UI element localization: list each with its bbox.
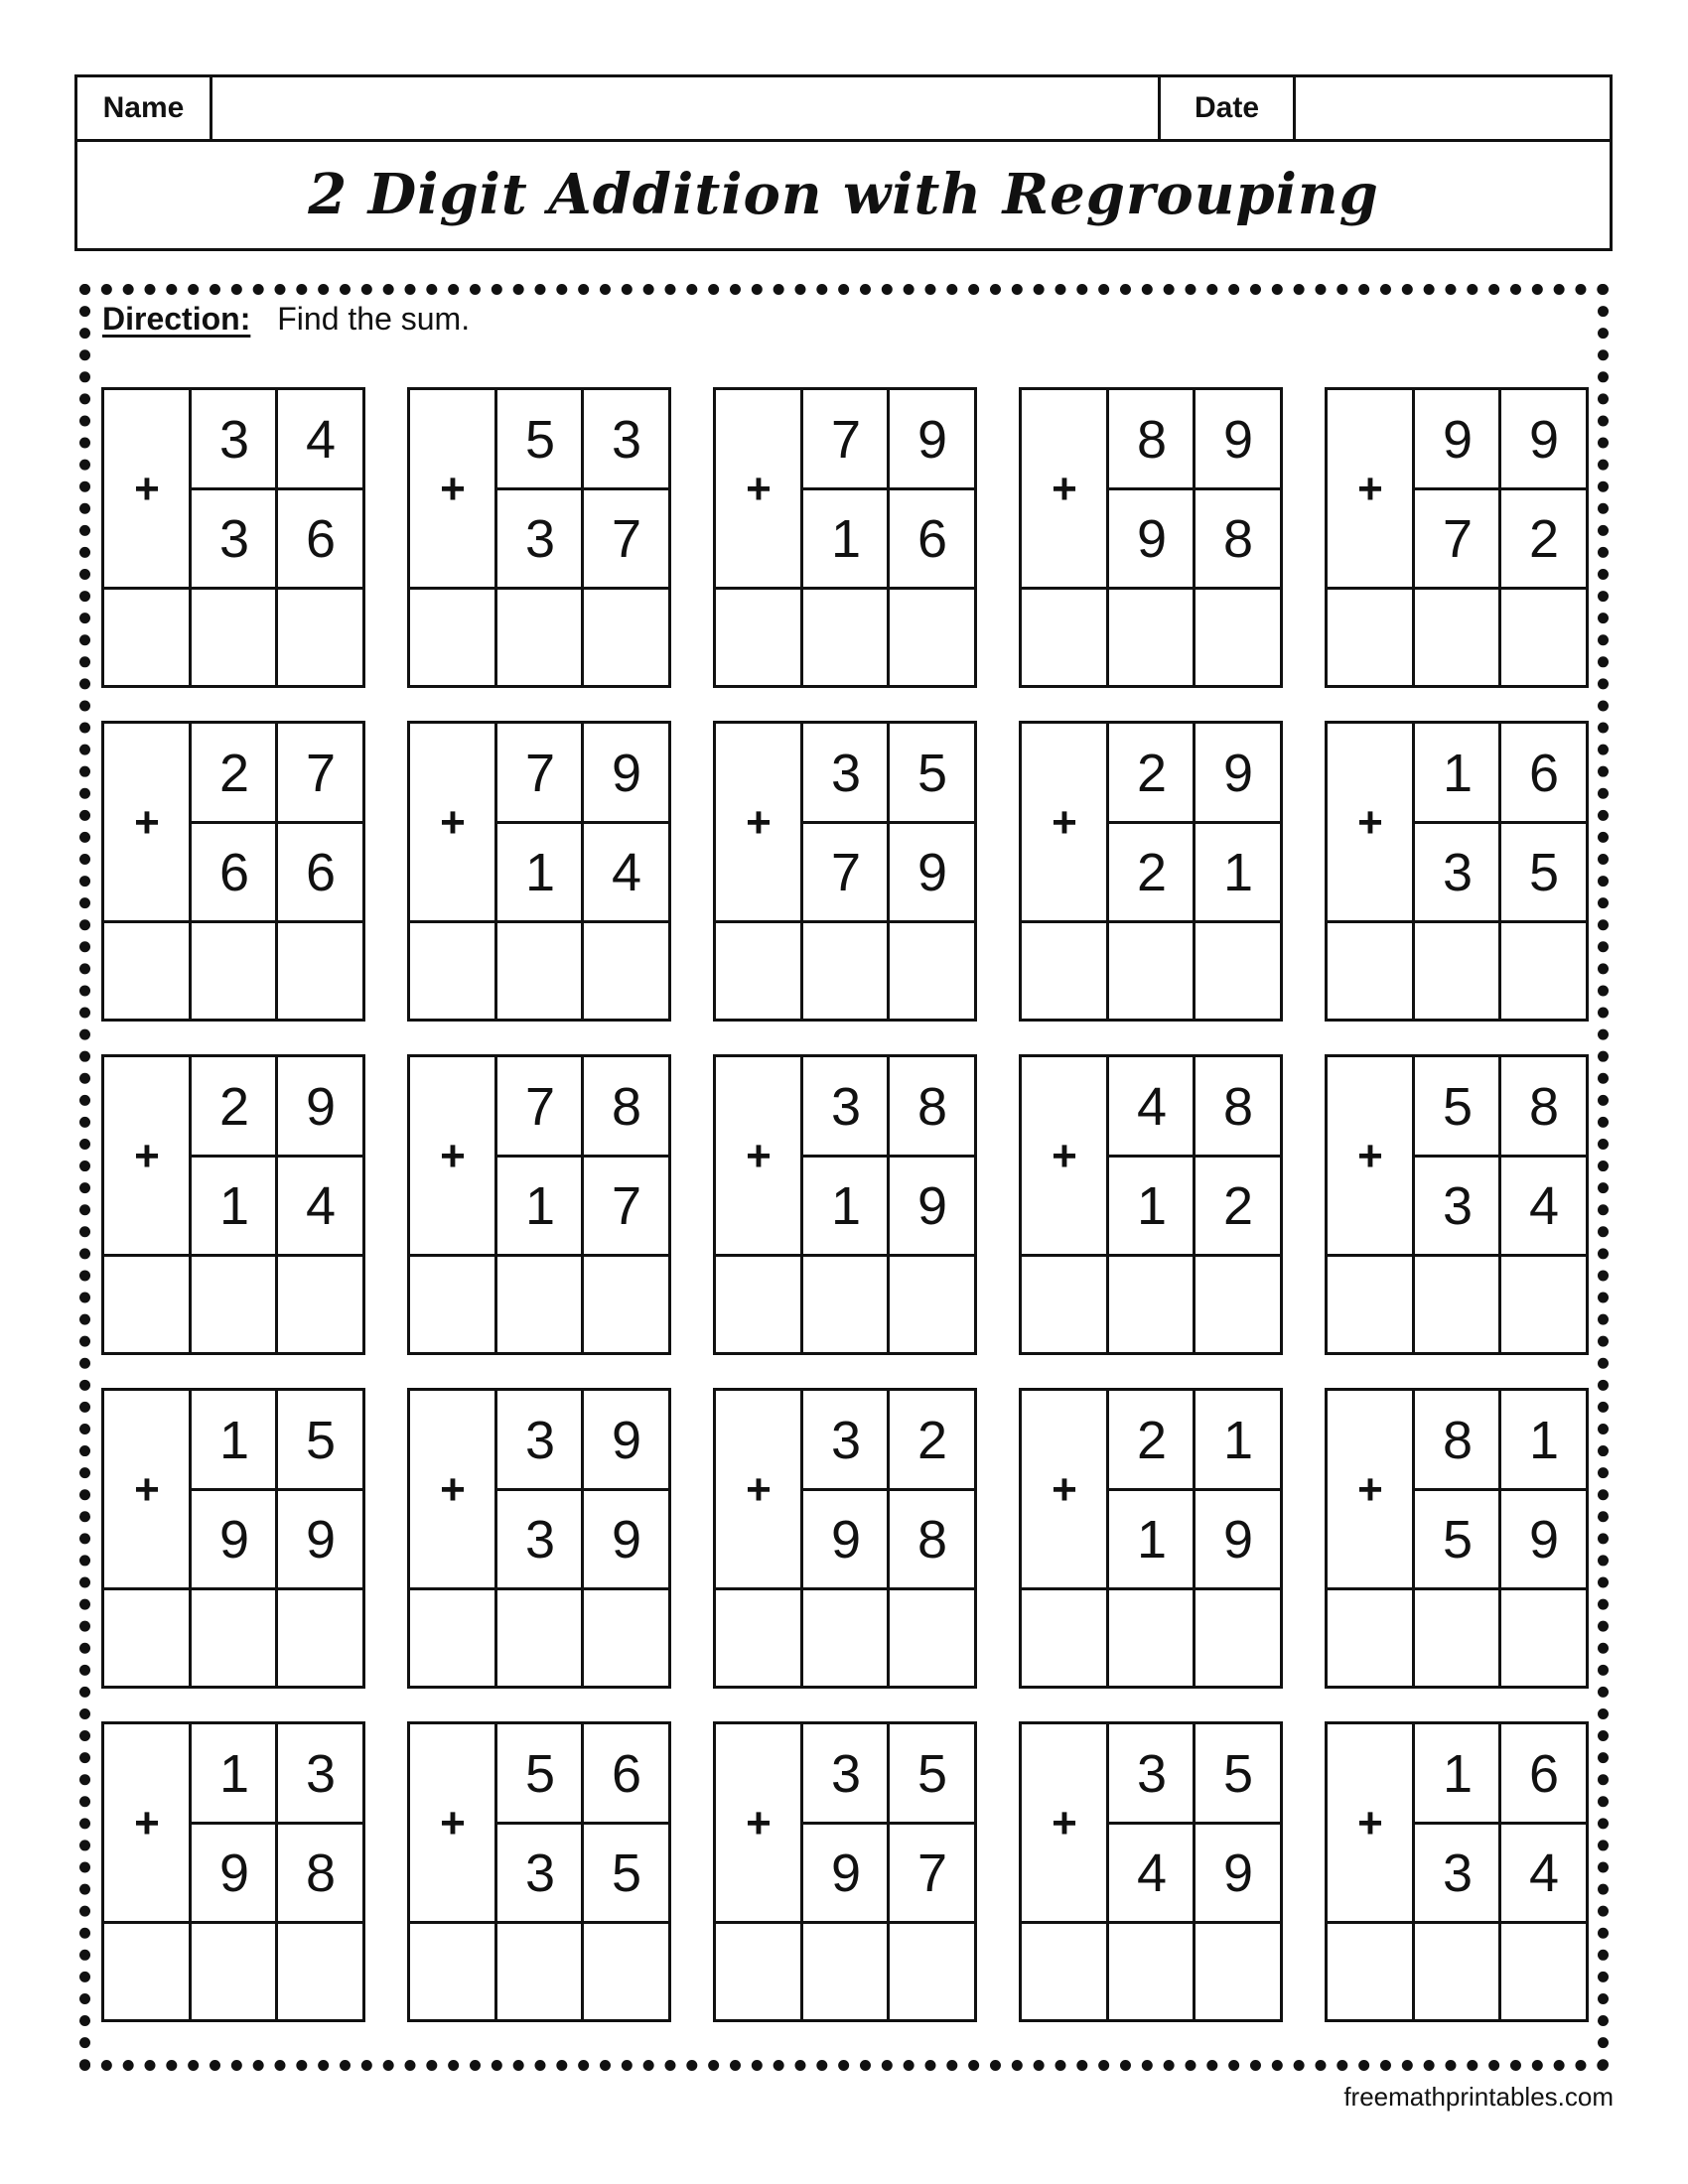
answer-cell[interactable] (410, 1257, 494, 1352)
top-addend-digit: 3 (830, 1077, 862, 1137)
top-addend-digit: 2 (218, 744, 250, 803)
addition-problem (1019, 721, 1283, 1022)
answer-cell[interactable] (1328, 1924, 1412, 2019)
addition-problem (1325, 1388, 1589, 1689)
top-addend-digit: 5 (1442, 1077, 1474, 1137)
addition-problem (713, 1721, 977, 2022)
bottom-addend-digit: 9 (830, 1843, 862, 1903)
answer-cell[interactable] (1196, 590, 1280, 685)
answer-cell[interactable] (410, 923, 494, 1019)
bottom-addend-digit: 5 (611, 1843, 642, 1903)
top-addend-digit: 3 (830, 744, 862, 803)
top-addend-digit: 6 (1528, 744, 1560, 803)
addition-problem (713, 1388, 977, 1689)
top-addend-digit: 9 (1528, 410, 1560, 470)
top-addend-digit: 2 (916, 1411, 948, 1470)
answer-cell[interactable] (192, 1924, 275, 2019)
answer-cell[interactable] (410, 1590, 494, 1686)
bottom-addend-digit: 6 (305, 509, 337, 569)
top-addend-digit: 1 (1442, 744, 1474, 803)
date-field[interactable] (1296, 77, 1610, 139)
bottom-addend-digit: 9 (830, 1510, 862, 1570)
bottom-addend-digit: 7 (916, 1843, 948, 1903)
bottom-addend-digit: 4 (305, 1176, 337, 1236)
plus-sign: + (1052, 798, 1077, 847)
top-addend-digit: 7 (524, 744, 556, 803)
top-addend-digit: 2 (1136, 1411, 1168, 1470)
top-addend-digit: 6 (1528, 1744, 1560, 1804)
addition-problem (1325, 1721, 1589, 2022)
bottom-addend-digit: 4 (611, 843, 642, 902)
bottom-addend-digit: 4 (1528, 1843, 1560, 1903)
answer-cell[interactable] (410, 1924, 494, 2019)
answer-cell[interactable] (1109, 1924, 1193, 2019)
plus-sign: + (440, 1132, 466, 1180)
plus-sign: + (134, 1132, 160, 1180)
top-addend-digit: 1 (1442, 1744, 1474, 1804)
answer-cell[interactable] (1415, 923, 1498, 1019)
plus-sign: + (746, 1465, 772, 1514)
bottom-addend-digit: 6 (218, 843, 250, 902)
answer-cell[interactable] (716, 923, 800, 1019)
top-addend-digit: 5 (1222, 1744, 1254, 1804)
top-addend-digit: 1 (1528, 1411, 1560, 1470)
answer-cell[interactable] (497, 1590, 581, 1686)
answer-cell[interactable] (1022, 923, 1106, 1019)
addition-problem (1019, 1388, 1283, 1689)
top-addend-digit: 3 (218, 410, 250, 470)
plus-sign: + (1357, 798, 1383, 847)
answer-cell[interactable] (890, 923, 974, 1019)
addition-problem (407, 387, 671, 688)
direction-text: Find the sum. (277, 301, 471, 337)
bottom-addend-digit: 4 (1136, 1843, 1168, 1903)
answer-cell[interactable] (1328, 1590, 1412, 1686)
bottom-addend-digit: 8 (1222, 509, 1254, 569)
bottom-addend-digit: 6 (916, 509, 948, 569)
top-addend-digit: 5 (916, 1744, 948, 1804)
top-addend-digit: 2 (218, 1077, 250, 1137)
date-label: Date (1161, 77, 1296, 139)
plus-sign: + (1052, 1465, 1077, 1514)
bottom-addend-digit: 9 (611, 1510, 642, 1570)
answer-cell[interactable] (1415, 1924, 1498, 2019)
answer-cell[interactable] (497, 1257, 581, 1352)
answer-cell[interactable] (803, 590, 887, 685)
answer-cell[interactable] (1328, 590, 1412, 685)
answer-cell[interactable] (1501, 590, 1586, 685)
answer-cell[interactable] (1109, 1257, 1193, 1352)
top-addend-digit: 8 (1222, 1077, 1254, 1137)
addition-problem (407, 1388, 671, 1689)
answer-cell[interactable] (1109, 590, 1193, 685)
plus-sign: + (440, 465, 466, 513)
plus-sign: + (1052, 1132, 1077, 1180)
bottom-addend-digit: 9 (218, 1510, 250, 1570)
bottom-addend-digit: 3 (1442, 1843, 1474, 1903)
answer-cell[interactable] (192, 590, 275, 685)
answer-cell[interactable] (890, 590, 974, 685)
page-title: 2 Digit Addition with Regrouping (308, 162, 1379, 227)
addition-problem (101, 1721, 365, 2022)
bottom-addend-digit: 7 (611, 1176, 642, 1236)
answer-cell[interactable] (716, 590, 800, 685)
bottom-addend-digit: 9 (218, 1843, 250, 1903)
answer-cell[interactable] (584, 923, 668, 1019)
plus-sign: + (1052, 1799, 1077, 1847)
top-addend-digit: 8 (1442, 1411, 1474, 1470)
answer-cell[interactable] (1109, 1590, 1193, 1686)
addition-problem (407, 1054, 671, 1355)
answer-cell[interactable] (1022, 1924, 1106, 2019)
addition-problem (101, 1054, 365, 1355)
top-addend-digit: 6 (611, 1744, 642, 1804)
addition-problem (1325, 721, 1589, 1022)
bottom-addend-digit: 1 (1222, 843, 1254, 902)
answer-cell[interactable] (497, 590, 581, 685)
top-addend-digit: 5 (524, 1744, 556, 1804)
answer-cell[interactable] (1328, 923, 1412, 1019)
addition-problem (713, 387, 977, 688)
bottom-addend-digit: 8 (305, 1843, 337, 1903)
bottom-addend-digit: 7 (1442, 509, 1474, 569)
plus-sign: + (134, 798, 160, 847)
answer-cell[interactable] (584, 1257, 668, 1352)
top-addend-digit: 1 (218, 1411, 250, 1470)
top-addend-digit: 9 (1222, 744, 1254, 803)
answer-cell[interactable] (1501, 1257, 1586, 1352)
plus-sign: + (1357, 1465, 1383, 1514)
answer-cell[interactable] (803, 923, 887, 1019)
addition-problem (407, 1721, 671, 2022)
answer-cell[interactable] (1415, 1590, 1498, 1686)
plus-sign: + (134, 1465, 160, 1514)
top-addend-digit: 3 (305, 1744, 337, 1804)
answer-cell[interactable] (584, 1590, 668, 1686)
answer-cell[interactable] (278, 1257, 362, 1352)
plus-sign: + (1052, 465, 1077, 513)
bottom-addend-digit: 4 (1528, 1176, 1560, 1236)
answer-cell[interactable] (104, 1257, 189, 1352)
answer-cell[interactable] (716, 1590, 800, 1686)
top-addend-digit: 3 (524, 1411, 556, 1470)
addition-problem (1019, 1721, 1283, 2022)
top-addend-digit: 4 (1136, 1077, 1168, 1137)
bottom-addend-digit: 9 (305, 1510, 337, 1570)
addition-problem (1019, 1054, 1283, 1355)
answer-cell[interactable] (890, 1590, 974, 1686)
plus-sign: + (1357, 1132, 1383, 1180)
answer-cell[interactable] (192, 1590, 275, 1686)
answer-cell[interactable] (1022, 590, 1106, 685)
top-addend-digit: 1 (218, 1744, 250, 1804)
answer-cell[interactable] (192, 1257, 275, 1352)
top-addend-digit: 8 (1136, 410, 1168, 470)
bottom-addend-digit: 3 (524, 509, 556, 569)
plus-sign: + (134, 1799, 160, 1847)
bottom-addend-digit: 9 (916, 1176, 948, 1236)
addition-problem (101, 387, 365, 688)
answer-cell[interactable] (1415, 1257, 1498, 1352)
name-field[interactable] (212, 77, 1161, 139)
answer-cell[interactable] (1328, 1257, 1412, 1352)
answer-cell[interactable] (497, 1924, 581, 2019)
top-addend-digit: 9 (611, 1411, 642, 1470)
top-addend-digit: 8 (611, 1077, 642, 1137)
bottom-addend-digit: 9 (1528, 1510, 1560, 1570)
answer-cell[interactable] (497, 923, 581, 1019)
bottom-addend-digit: 1 (524, 1176, 556, 1236)
top-addend-digit: 9 (1442, 410, 1474, 470)
answer-cell[interactable] (1196, 1257, 1280, 1352)
bottom-addend-digit: 2 (1222, 1176, 1254, 1236)
bottom-addend-digit: 6 (305, 843, 337, 902)
top-addend-digit: 1 (1222, 1411, 1254, 1470)
answer-cell[interactable] (584, 590, 668, 685)
answer-cell[interactable] (890, 1257, 974, 1352)
addition-problem (713, 1054, 977, 1355)
bottom-addend-digit: 7 (611, 509, 642, 569)
top-addend-digit: 8 (916, 1077, 948, 1137)
direction-label: Direction: (102, 301, 251, 337)
bottom-addend-digit: 1 (830, 509, 862, 569)
answer-cell[interactable] (584, 1924, 668, 2019)
bottom-addend-digit: 9 (1222, 1843, 1254, 1903)
bottom-addend-digit: 1 (830, 1176, 862, 1236)
answer-cell[interactable] (278, 590, 362, 685)
top-addend-digit: 2 (1136, 744, 1168, 803)
plus-sign: + (440, 1465, 466, 1514)
answer-cell[interactable] (278, 1924, 362, 2019)
answer-cell[interactable] (803, 1257, 887, 1352)
bottom-addend-digit: 3 (1442, 843, 1474, 902)
answer-cell[interactable] (192, 923, 275, 1019)
bottom-addend-digit: 9 (1136, 509, 1168, 569)
bottom-addend-digit: 1 (1136, 1176, 1168, 1236)
plus-sign: + (746, 465, 772, 513)
bottom-addend-digit: 1 (524, 843, 556, 902)
top-addend-digit: 3 (830, 1744, 862, 1804)
plus-sign: + (440, 1799, 466, 1847)
answer-cell[interactable] (890, 1924, 974, 2019)
bottom-addend-digit: 9 (916, 843, 948, 902)
top-addend-digit: 7 (830, 410, 862, 470)
bottom-addend-digit: 2 (1528, 509, 1560, 569)
direction-line (102, 301, 470, 338)
top-addend-digit: 8 (1528, 1077, 1560, 1137)
answer-cell[interactable] (1022, 1590, 1106, 1686)
addition-problem (713, 721, 977, 1022)
answer-cell[interactable] (1415, 590, 1498, 685)
top-addend-digit: 5 (305, 1411, 337, 1470)
addition-problem (1325, 387, 1589, 688)
answer-cell[interactable] (278, 1590, 362, 1686)
top-addend-digit: 9 (916, 410, 948, 470)
bottom-addend-digit: 1 (1136, 1510, 1168, 1570)
answer-cell[interactable] (1501, 1590, 1586, 1686)
answer-cell[interactable] (1022, 1257, 1106, 1352)
addition-problem (1019, 387, 1283, 688)
answer-cell[interactable] (1109, 923, 1193, 1019)
top-addend-digit: 9 (611, 744, 642, 803)
addition-problem (1325, 1054, 1589, 1355)
bottom-addend-digit: 9 (1222, 1510, 1254, 1570)
bottom-addend-digit: 3 (524, 1510, 556, 1570)
answer-cell[interactable] (1501, 1924, 1586, 2019)
top-addend-digit: 5 (524, 410, 556, 470)
answer-cell[interactable] (803, 1924, 887, 2019)
plus-sign: + (746, 1132, 772, 1180)
addition-problem (101, 721, 365, 1022)
answer-cell[interactable] (104, 590, 189, 685)
bottom-addend-digit: 2 (1136, 843, 1168, 902)
answer-cell[interactable] (104, 1924, 189, 2019)
answer-cell[interactable] (278, 923, 362, 1019)
name-label: Name (77, 77, 212, 139)
worksheet-header (74, 74, 1613, 251)
bottom-addend-digit: 3 (524, 1843, 556, 1903)
bottom-addend-digit: 1 (218, 1176, 250, 1236)
answer-cell[interactable] (803, 1590, 887, 1686)
top-addend-digit: 5 (916, 744, 948, 803)
addition-problem (101, 1388, 365, 1689)
answer-cell[interactable] (104, 923, 189, 1019)
plus-sign: + (440, 798, 466, 847)
answer-cell[interactable] (1196, 1924, 1280, 2019)
top-addend-digit: 7 (524, 1077, 556, 1137)
bottom-addend-digit: 3 (1442, 1176, 1474, 1236)
answer-cell[interactable] (410, 590, 494, 685)
answer-cell[interactable] (104, 1590, 189, 1686)
top-addend-digit: 7 (305, 744, 337, 803)
answer-cell[interactable] (1501, 923, 1586, 1019)
site-credit: freemathprintables.com (1343, 2082, 1614, 2112)
plus-sign: + (746, 798, 772, 847)
plus-sign: + (1357, 465, 1383, 513)
answer-cell[interactable] (716, 1924, 800, 2019)
plus-sign: + (134, 465, 160, 513)
top-addend-digit: 9 (305, 1077, 337, 1137)
answer-cell[interactable] (716, 1257, 800, 1352)
addition-problem (407, 721, 671, 1022)
bottom-addend-digit: 5 (1528, 843, 1560, 902)
top-addend-digit: 3 (611, 410, 642, 470)
top-addend-digit: 3 (1136, 1744, 1168, 1804)
top-addend-digit: 4 (305, 410, 337, 470)
answer-cell[interactable] (1196, 1590, 1280, 1686)
bottom-addend-digit: 3 (218, 509, 250, 569)
plus-sign: + (746, 1799, 772, 1847)
bottom-addend-digit: 5 (1442, 1510, 1474, 1570)
bottom-addend-digit: 7 (830, 843, 862, 902)
answer-cell[interactable] (1196, 923, 1280, 1019)
top-addend-digit: 9 (1222, 410, 1254, 470)
bottom-addend-digit: 8 (916, 1510, 948, 1570)
name-date-row (77, 77, 1610, 142)
plus-sign: + (1357, 1799, 1383, 1847)
top-addend-digit: 3 (830, 1411, 862, 1470)
